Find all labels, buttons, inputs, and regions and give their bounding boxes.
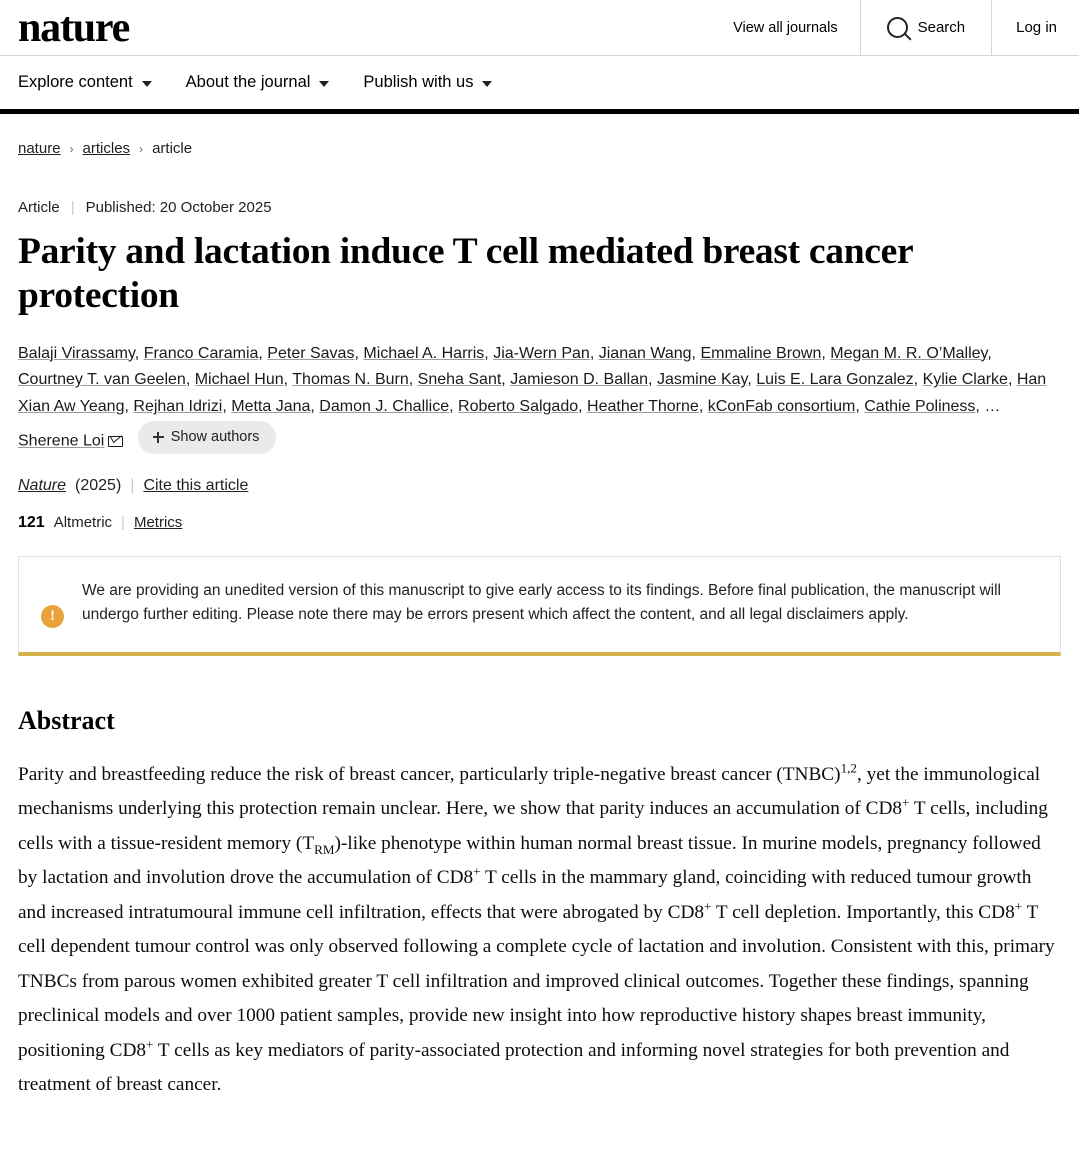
author-link[interactable]: Michael A. Harris (363, 344, 485, 362)
altmetric-count: 121 (18, 513, 45, 531)
page-title: Parity and lactation induce T cell mediated breast cancer protection (18, 231, 913, 317)
alert-icon: ! (41, 605, 64, 628)
plus-icon (153, 432, 164, 443)
view-all-journals-link[interactable]: View all journals (733, 19, 838, 36)
metrics-link[interactable]: Metrics (133, 514, 183, 531)
author-link[interactable]: Franco Caramia (143, 344, 259, 362)
notice-text: We are providing an unedited version of this manuscript to give early access to its findings. Before final publication, the manuscript will undergo further editing. Please note there may be errors present which affect the content, and all legal disclaimers apply. (82, 581, 1001, 623)
breadcrumb-separator-icon: › (69, 141, 74, 156)
journal-year: (2025) (75, 476, 122, 494)
search-icon (887, 17, 908, 38)
nav-item-label: About the journal (185, 73, 311, 91)
corresponding-author-link[interactable]: Sherene Loi (18, 432, 105, 450)
envelope-icon[interactable] (108, 436, 123, 447)
author-link[interactable]: Jia-Wern Pan (493, 344, 590, 362)
journal-name-link[interactable]: Nature (18, 476, 67, 494)
author-link[interactable]: Megan M. R. O’Malley (830, 344, 988, 362)
nav-item-label: Publish with us (363, 73, 474, 91)
meta-divider: | (121, 514, 125, 531)
author-link[interactable]: Jianan Wang (598, 344, 692, 362)
chevron-down-icon (319, 81, 329, 87)
nav-item-label: Explore content (18, 73, 133, 91)
author-link[interactable]: Sneha Sant (417, 371, 502, 389)
show-authors-button[interactable] (138, 421, 277, 454)
author-link[interactable]: Peter Savas (267, 344, 355, 362)
article-page (0, 114, 1079, 1103)
cite-this-article-link[interactable]: Cite this article (143, 476, 249, 494)
show-authors-label: Show authors (170, 429, 260, 446)
metrics-bar (18, 514, 1061, 532)
meta-divider: | (130, 476, 135, 494)
nature-logo-text: nature (18, 4, 130, 51)
author-link[interactable]: Balaji Virassamy (18, 344, 135, 362)
author-link[interactable]: Thomas N. Burn (292, 371, 409, 389)
search-label: Search (917, 19, 966, 36)
abstract-superscript: + (146, 1036, 154, 1052)
author-link[interactable]: Rejhan Idrizi (133, 398, 223, 416)
author-link[interactable]: Jamieson D. Ballan (510, 371, 649, 389)
breadcrumb-separator-icon: › (139, 141, 144, 156)
search-button[interactable] (860, 0, 993, 56)
abstract-superscript: + (1014, 898, 1023, 914)
abstract-heading: Abstract (18, 705, 115, 735)
author-link[interactable]: Jasmine Kay (656, 371, 748, 389)
author-link[interactable]: Luis E. Lara Gonzalez (756, 371, 914, 389)
author-list: Balaji Virassamy, Franco Caramia, Peter Savas, Michael A. Harris, Jia-Wern Pan, Jianan Wang, Emmaline Brown, Megan M. R. O’Malley, Courtney T. van Geelen, Michael Hun, Thomas N. Burn, Sneha Sant, Jamieson D. Ballan, Jasmine Kay, Luis E. Lara Gonzalez, Kylie Clarke, Han Xian Aw Yeang, Rejhan Idrizi, Metta Jana, Damon J. Challice, Roberto Salgado, Heather Thorne, kConFab consortium, Cathie Poliness, … Sherene Loi Show authors (18, 341, 1061, 456)
author-link[interactable]: Han Xian Aw Yeang (18, 371, 1047, 416)
chevron-down-icon (142, 81, 152, 87)
nav-item-explore-content[interactable] (18, 73, 152, 92)
breadcrumb-item-current: article (152, 140, 193, 157)
author-link[interactable]: Damon J. Challice (319, 398, 450, 416)
nav-item-about-the-journal[interactable] (186, 73, 330, 92)
primary-navigation (0, 56, 1079, 114)
abstract-superscript: + (473, 863, 481, 879)
article-published-date: Published: 20 October 2025 (85, 199, 272, 216)
author-link[interactable]: Courtney T. van Geelen (18, 371, 186, 389)
author-link[interactable]: Heather Thorne (587, 398, 699, 416)
author-link-consortium[interactable]: kConFab consortium (707, 398, 856, 416)
author-link[interactable]: Metta Jana (231, 398, 311, 416)
article-meta (18, 199, 1061, 216)
nav-item-publish-with-us[interactable] (363, 73, 492, 92)
author-link[interactable]: Emmaline Brown (700, 344, 822, 362)
author-link[interactable]: Kylie Clarke (922, 371, 1008, 389)
breadcrumb-item-articles[interactable]: articles (82, 140, 131, 157)
site-masthead (0, 0, 1079, 56)
altmetric-label: Altmetric (53, 514, 113, 531)
author-link[interactable]: Roberto Salgado (458, 398, 579, 416)
meta-divider: | (70, 199, 75, 216)
abstract-superscript: + (902, 794, 910, 810)
chevron-down-icon (482, 81, 492, 87)
article-type-label: Article (18, 199, 60, 216)
journal-citation (18, 477, 1061, 495)
author-link[interactable]: Michael Hun (194, 371, 284, 389)
unedited-manuscript-notice (18, 556, 1061, 656)
breadcrumb-item-nature[interactable]: nature (18, 140, 61, 157)
nature-logo[interactable] (0, 4, 130, 51)
abstract-superscript: 1,2 (840, 760, 857, 776)
abstract-text: Parity and breastfeeding reduce the risk of breast cancer, particularly triple-negative breast cancer (TNBC)$^{1,2}$, yet the immunological mechanisms underlying this protection remain unclear. Here, we show that parity induces an accumulation of CD8+ T cells, including cells with a tissue-resident memory $(T_{RM})$-like phenotype within human normal breast tissue. In murine models, pregnancy followed by lactation and involution drove the accumulation of CD8+ T cells in the mammary gland, coinciding with reduced tumour growth and increased intratumoural immune cell infiltration, effects that were abrogated by CD8+ T cell depletion. Importantly, this CD8+ T cell dependent tumour control was only observed following a complete cycle of lactation and involution. Consistent with this, primary TNBCs from parous women exhibited greater T cell infiltration and improved clinical outcomes. Together these findings, spanning preclinical models and over 1000 patient samples, provide new insight into how reproductive history shapes breast immunity, positioning CD8+ T cells as key mediators of parity-associated protection and informing novel strategies for both prevention and treatment of breast cancer. (18, 760, 1055, 1096)
breadcrumb (18, 114, 1061, 157)
login-link[interactable]: Log in (1016, 19, 1057, 36)
author-link[interactable]: Cathie Poliness (864, 398, 976, 416)
abstract-superscript: + (704, 898, 712, 914)
authors-ellipsis: … (984, 398, 1001, 416)
abstract-subscript: RM (314, 841, 335, 857)
